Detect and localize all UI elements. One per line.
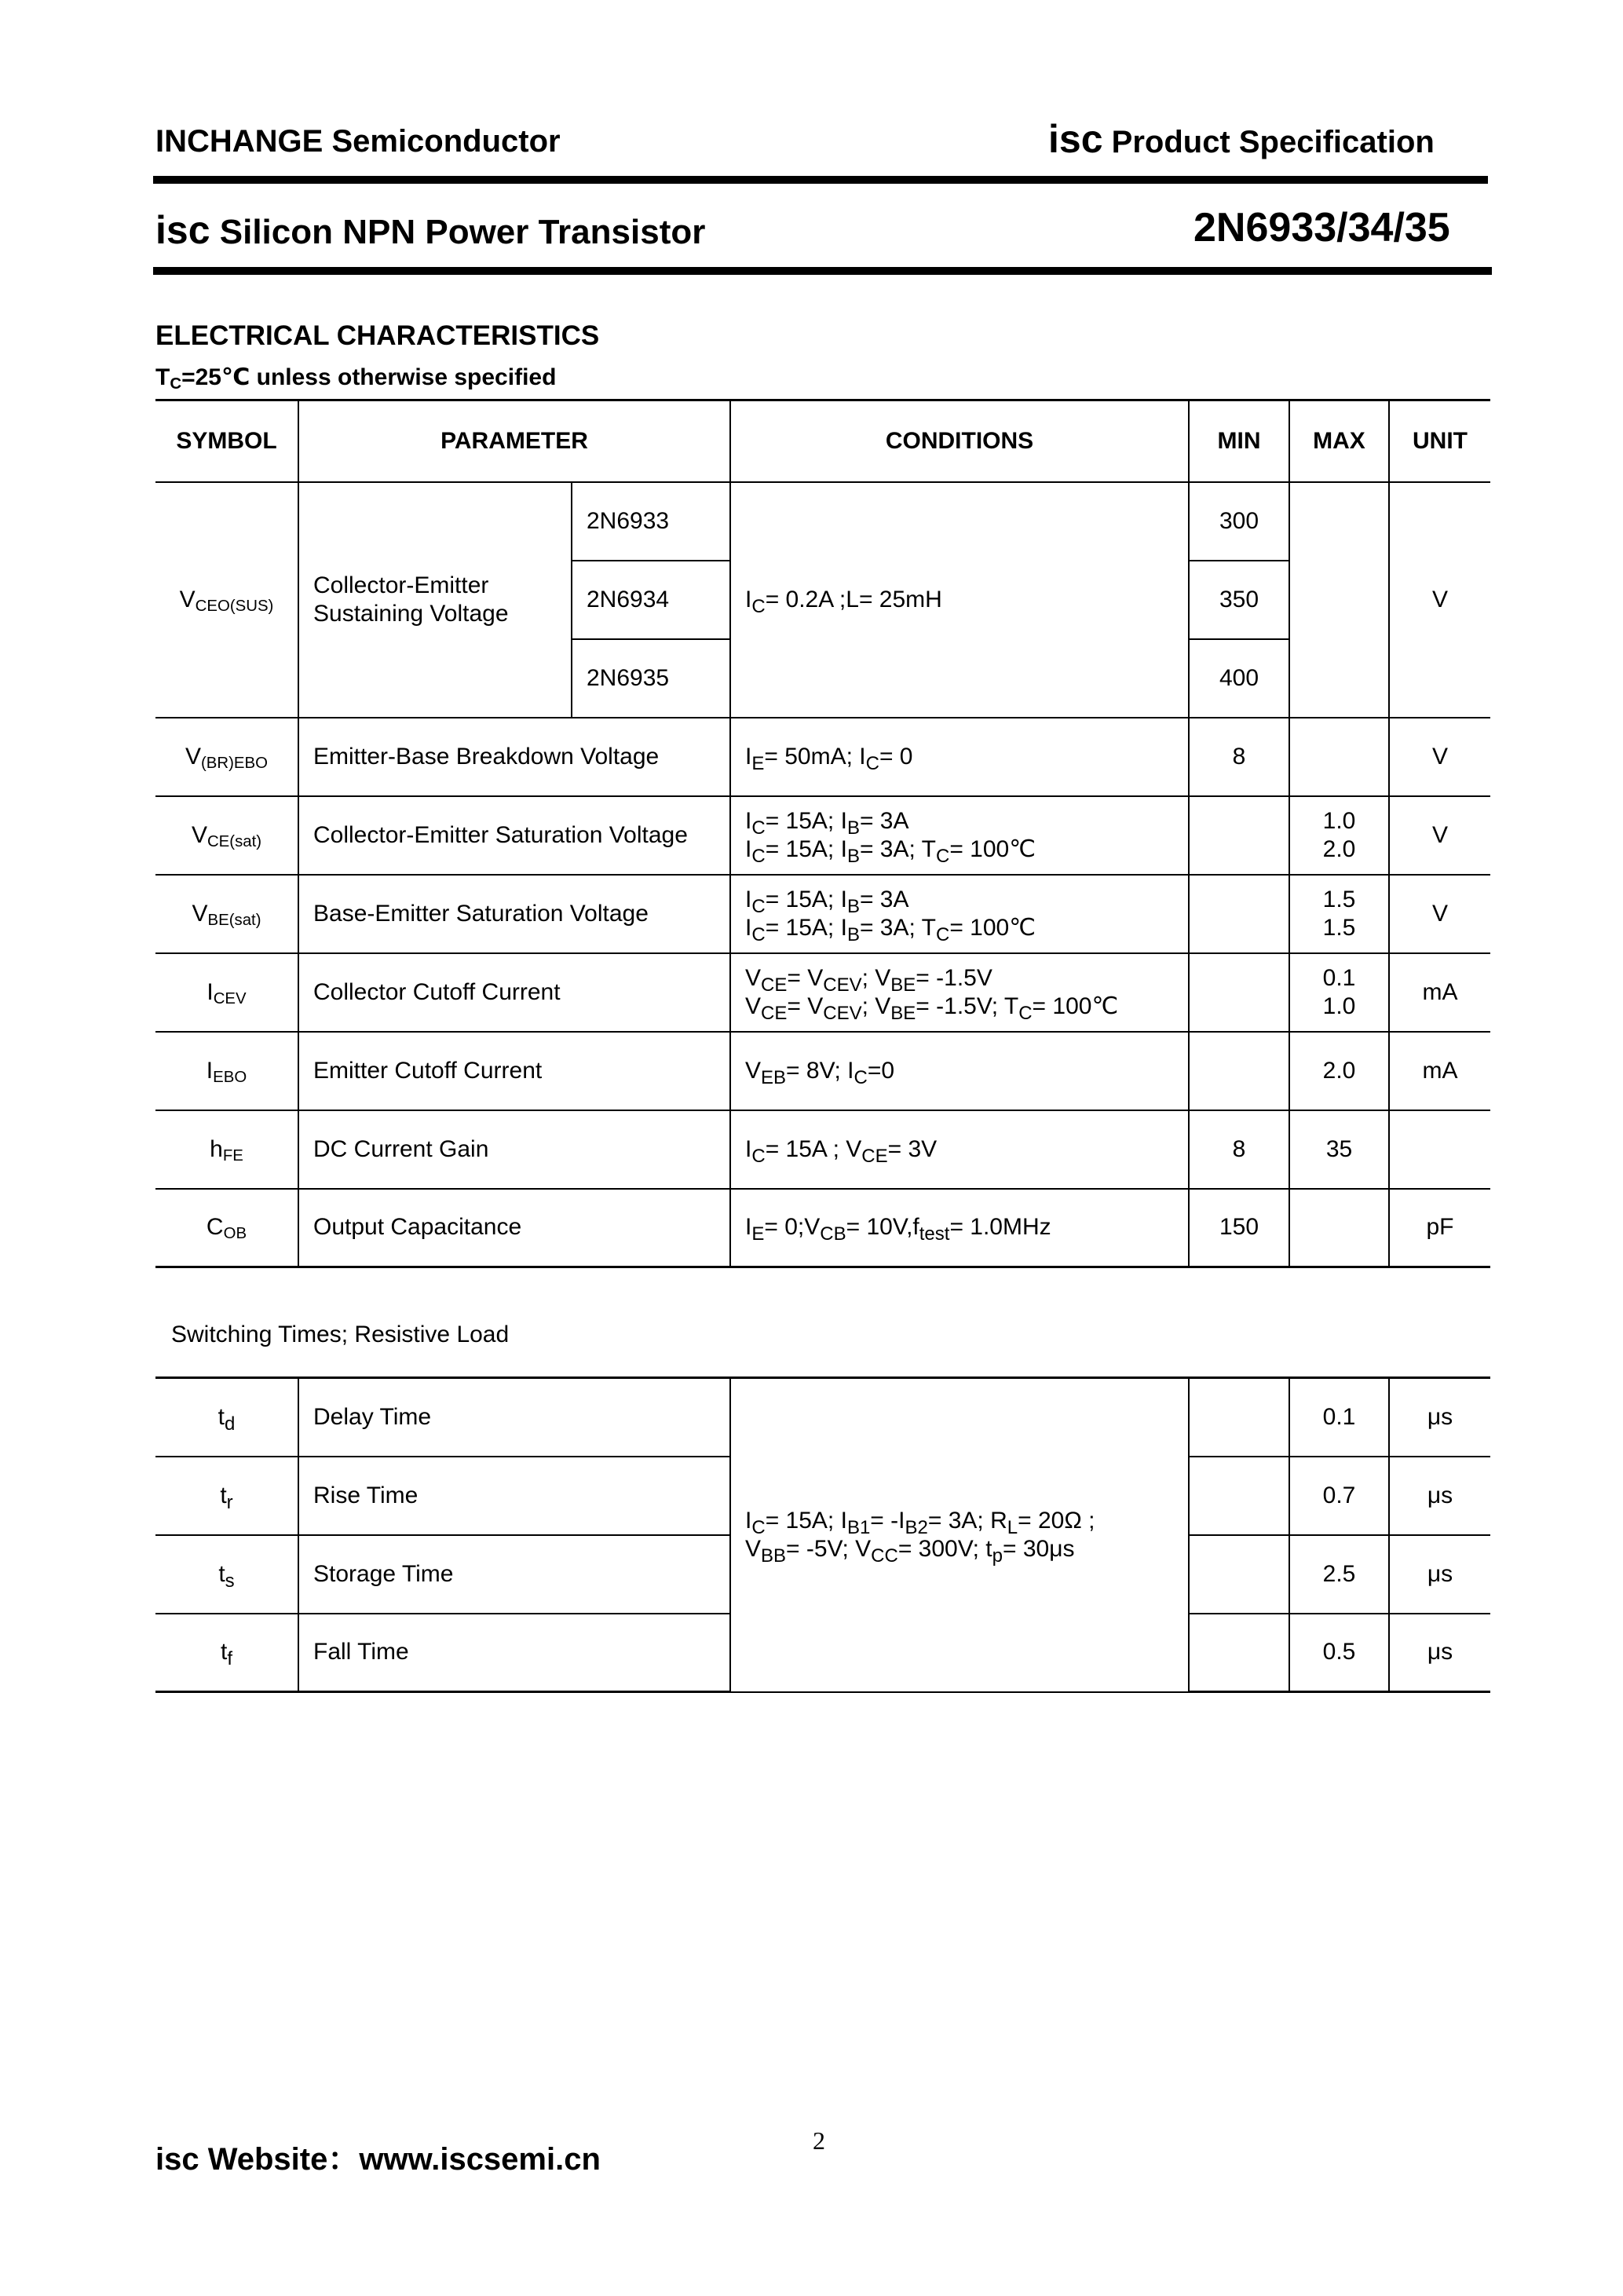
conditions-vbrebo: $I_E= 50mA$; $I_C= 0$ bbox=[730, 718, 1189, 796]
section-condition: $T_C=25℃$ unless otherwise specified bbox=[155, 364, 557, 393]
parameter-icev: Collector Cutoff Current bbox=[298, 953, 730, 1032]
header-symbol: SYMBOL bbox=[155, 400, 298, 482]
table-header-row bbox=[155, 400, 1490, 482]
company-name: INCHANGE Semiconductor bbox=[155, 124, 561, 159]
unit-tf: μs bbox=[1389, 1614, 1490, 1692]
conditions-vceo: $I_C= 0.2A$ ;L= 25mH bbox=[730, 482, 1189, 718]
symbol-ts: $t_s$ bbox=[155, 1535, 298, 1614]
spec-title: isc Product Specification bbox=[1048, 117, 1435, 161]
parameter-rise-time: Rise Time bbox=[298, 1457, 730, 1535]
unit-icev: mA bbox=[1389, 953, 1490, 1032]
header-min: MIN bbox=[1189, 400, 1289, 482]
conditions-icev: $V_{CE}= V_{CEV}$; $V_{BE}= -1.5V$ $V_{CE}= V_{CEV}$; $V_{BE}= -1.5V$; $T_C=$ 100℃ bbox=[730, 953, 1189, 1032]
min-tr bbox=[1189, 1457, 1289, 1535]
switching-title: Switching Times; Resistive Load bbox=[171, 1322, 510, 1347]
table-row bbox=[155, 796, 1490, 875]
min-iebo bbox=[1189, 1032, 1289, 1110]
product-title: isc Silicon NPN Power Transistor bbox=[155, 208, 706, 252]
table-row bbox=[155, 953, 1490, 1032]
parameter-iebo: Emitter Cutoff Current bbox=[298, 1032, 730, 1110]
parameter-cob: Output Capacitance bbox=[298, 1189, 730, 1267]
electrical-characteristics-table bbox=[155, 399, 1490, 1268]
min-icev bbox=[1189, 953, 1289, 1032]
unit-vbrebo: V bbox=[1389, 718, 1490, 796]
parameter-vceo: Collector-Emitter Sustaining Voltage bbox=[298, 482, 572, 718]
max-icev: 0.1 1.0 bbox=[1289, 953, 1389, 1032]
unit-iebo: mA bbox=[1389, 1032, 1490, 1110]
part-numbers: 2N6933/34/35 bbox=[1193, 205, 1450, 250]
unit-hfe bbox=[1389, 1110, 1490, 1189]
max-hfe: 35 bbox=[1289, 1110, 1389, 1189]
table-row bbox=[155, 1110, 1490, 1189]
max-iebo: 2.0 bbox=[1289, 1032, 1389, 1110]
unit-tr: μs bbox=[1389, 1457, 1490, 1535]
symbol-vcesat: $V_{CE(sat)}$ bbox=[155, 796, 298, 875]
unit-vbesat: V bbox=[1389, 875, 1490, 953]
max-td: 0.1 bbox=[1289, 1378, 1389, 1457]
table-row bbox=[155, 875, 1490, 953]
unit-vceo: V bbox=[1389, 482, 1490, 718]
conditions-vbesat: $I_C= 15A$; $I_B= 3A$ $I_C= 15A$; $I_B= 3A$; $T_C=$ 100℃ bbox=[730, 875, 1189, 953]
parameter-vbrebo: Emitter-Base Breakdown Voltage bbox=[298, 718, 730, 796]
symbol-cob: $C_{OB}$ bbox=[155, 1189, 298, 1267]
table-row bbox=[155, 1189, 1490, 1267]
symbol-vbesat: $V_{BE(sat)}$ bbox=[155, 875, 298, 953]
max-vcesat: 1.0 2.0 bbox=[1289, 796, 1389, 875]
unit-ts: μs bbox=[1389, 1535, 1490, 1614]
table-row bbox=[155, 1032, 1490, 1110]
min-2n6935: 400 bbox=[1189, 639, 1289, 718]
max-tr: 0.7 bbox=[1289, 1457, 1389, 1535]
max-vceo bbox=[1289, 482, 1389, 718]
min-td bbox=[1189, 1378, 1289, 1457]
symbol-hfe: $h_{FE}$ bbox=[155, 1110, 298, 1189]
parameter-fall-time: Fall Time bbox=[298, 1614, 730, 1692]
parameter-vbesat: Base-Emitter Saturation Voltage bbox=[298, 875, 730, 953]
table-row bbox=[155, 482, 1490, 561]
parameter-vcesat: Collector-Emitter Saturation Voltage bbox=[298, 796, 730, 875]
header-rule-bottom bbox=[153, 267, 1492, 275]
min-tf bbox=[1189, 1614, 1289, 1692]
variant-2n6934: 2N6934 bbox=[572, 561, 730, 639]
switching-times-table bbox=[155, 1377, 1490, 1693]
symbol-vbrebo: $V_{(BR)EBO}$ bbox=[155, 718, 298, 796]
conditions-cob: $I_E=$ $0;V_{CB}= 10V,f_{test}= 1.0MHz$ bbox=[730, 1189, 1189, 1267]
unit-td: μs bbox=[1389, 1378, 1490, 1457]
footer-website: isc Website：www.iscsemi.cn bbox=[155, 2142, 601, 2177]
parameter-hfe: DC Current Gain bbox=[298, 1110, 730, 1189]
max-ts: 2.5 bbox=[1289, 1535, 1389, 1614]
conditions-vcesat: $I_C= 15A$; $I_B= 3A$ $I_C= 15A$; $I_B= 3A$; $T_C=$ 100℃ bbox=[730, 796, 1189, 875]
min-vbesat bbox=[1189, 875, 1289, 953]
header-max: MAX bbox=[1289, 400, 1389, 482]
symbol-td: $t_d$ bbox=[155, 1378, 298, 1457]
variant-2n6935: 2N6935 bbox=[572, 639, 730, 718]
conditions-switching: $I_C= 15A$; $I_{B1}= -I_{B2}= 3A$; $R_L= 20\Omega$ ; $V_{BB}= -5V$; $V_{CC}= 300V$; $t_p= 30\mu s$ bbox=[730, 1378, 1189, 1692]
symbol-vceo: $V_{CEO(SUS)}$ bbox=[155, 482, 298, 718]
min-ts bbox=[1189, 1535, 1289, 1614]
symbol-tf: $t_f$ bbox=[155, 1614, 298, 1692]
conditions-iebo: $V_{EB}= 8V$; $I_C=0$ bbox=[730, 1032, 1189, 1110]
header-rule-top bbox=[153, 176, 1488, 184]
unit-vcesat: V bbox=[1389, 796, 1490, 875]
page-number: 2 bbox=[813, 2126, 825, 2155]
min-2n6934: 350 bbox=[1189, 561, 1289, 639]
header-conditions: CONDITIONS bbox=[730, 400, 1189, 482]
header-unit: UNIT bbox=[1389, 400, 1490, 482]
min-vbrebo: 8 bbox=[1189, 718, 1289, 796]
header-parameter: PARAMETER bbox=[298, 400, 730, 482]
unit-cob: pF bbox=[1389, 1189, 1490, 1267]
max-vbesat: 1.5 1.5 bbox=[1289, 875, 1389, 953]
parameter-delay-time: Delay Time bbox=[298, 1378, 730, 1457]
website-link[interactable]: www.iscsemi.cn bbox=[359, 2142, 601, 2177]
min-hfe: 8 bbox=[1189, 1110, 1289, 1189]
symbol-icev: $I_{CEV}$ bbox=[155, 953, 298, 1032]
conditions-hfe: $I_C= 15A$ ; $V_{CE}= 3V$ bbox=[730, 1110, 1189, 1189]
parameter-storage-time: Storage Time bbox=[298, 1535, 730, 1614]
symbol-tr: $t_r$ bbox=[155, 1457, 298, 1535]
min-2n6933: 300 bbox=[1189, 482, 1289, 561]
table-row bbox=[155, 718, 1490, 796]
min-cob: 150 bbox=[1189, 1189, 1289, 1267]
max-vbrebo bbox=[1289, 718, 1389, 796]
symbol-iebo: $I_{EBO}$ bbox=[155, 1032, 298, 1110]
table-row bbox=[155, 1378, 1490, 1457]
section-title: ELECTRICAL CHARACTERISTICS bbox=[155, 320, 600, 351]
variant-2n6933: 2N6933 bbox=[572, 482, 730, 561]
min-vcesat bbox=[1189, 796, 1289, 875]
max-tf: 0.5 bbox=[1289, 1614, 1389, 1692]
max-cob bbox=[1289, 1189, 1389, 1267]
